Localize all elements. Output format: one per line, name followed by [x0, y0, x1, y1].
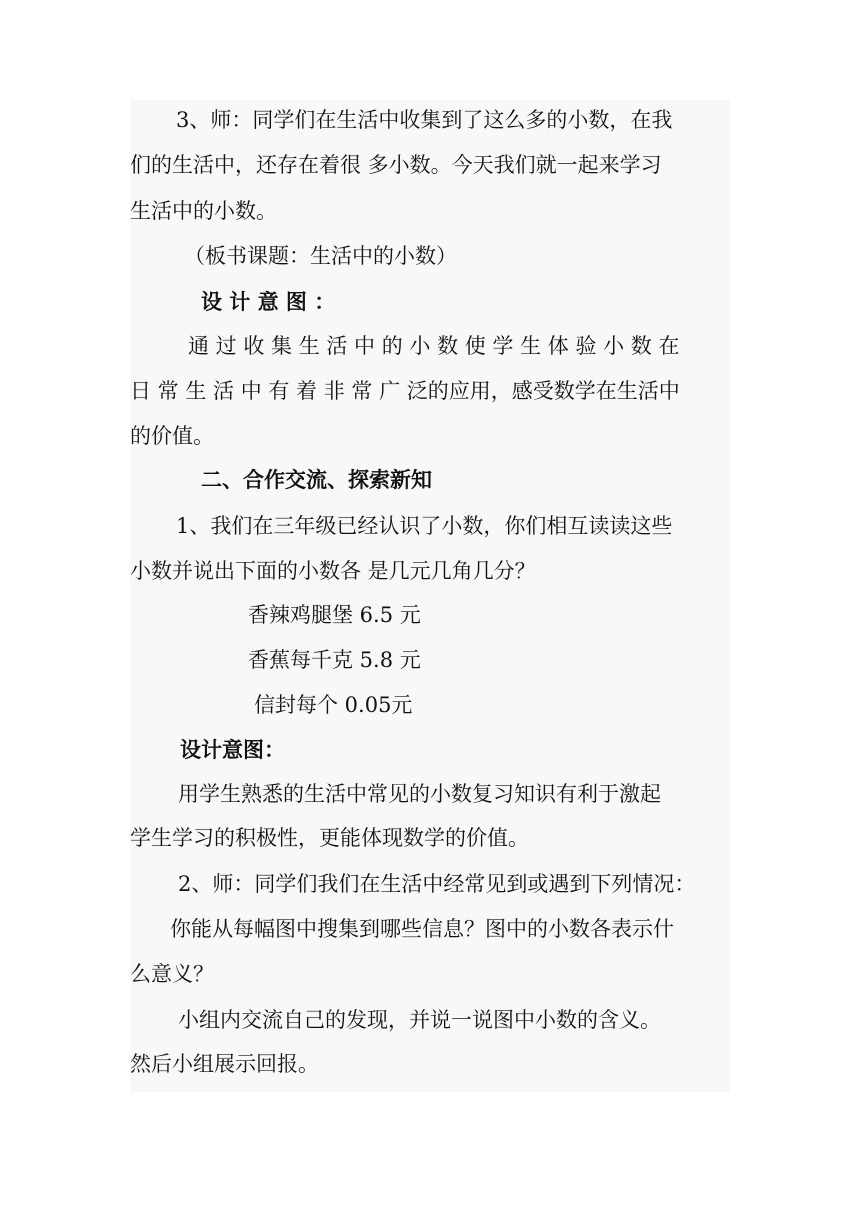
design-intent-2-line-1: 用学生熟悉的生活中常见的小数复习知识有利于激起 [178, 782, 661, 806]
question-2-line-3: 么意义？ [130, 962, 214, 986]
section-heading: 二、合作交流、探索新知 [201, 467, 432, 492]
price-item-banana: 香蕉每千克 5.8 元 [248, 648, 421, 672]
paragraph-intro-line-3: 生活中的小数。 [130, 199, 277, 223]
question-1-line-1: 1、我们在三年级已经认识了小数，你们相互读读这些 [176, 514, 673, 538]
question-2-line-2: 你能从每幅图中搜集到哪些信息？图中的小数各表示什 [170, 917, 674, 941]
design-intent-heading-1: 设 计 意 图 ： [201, 289, 336, 314]
design-intent-1-line-3: 的价值。 [130, 424, 214, 448]
design-intent-1-line-1: 通 过 收 集 生 活 中 的 小 数 使 学 生 体 验 小 数 在 [188, 334, 680, 358]
paragraph-intro-line-1: 3、师：同学们在生活中收集到了这么多的小数，在我 [176, 108, 673, 132]
group-discussion-line-1: 小组内交流自己的发现，并说一说图中小数的含义。 [178, 1008, 661, 1032]
board-title: （板书课题：生活中的小数） [184, 244, 457, 268]
design-intent-2-line-2: 学生学习的积极性，更能体现数学的价值。 [130, 826, 529, 850]
question-2-line-1: 2、师：同学们我们在生活中经常见到或遇到下列情况： [178, 872, 696, 896]
group-discussion-line-2: 然后小组展示回报。 [130, 1052, 319, 1076]
design-intent-heading-2: 设计意图： [180, 737, 285, 762]
question-1-line-2: 小数并说出下面的小数各 是几元几角几分？ [130, 559, 536, 583]
price-item-burger: 香辣鸡腿堡 6.5 元 [248, 603, 421, 627]
paragraph-intro-line-2: 们的生活中，还存在着很 多小数。今天我们就一起来学习 [130, 153, 662, 177]
design-intent-1-line-2: 日 常 生 活 中 有 着 非 常 广 泛的应用，感受数学在生活中 [130, 379, 680, 403]
price-item-envelope: 信封每个 0.05元 [254, 693, 413, 717]
